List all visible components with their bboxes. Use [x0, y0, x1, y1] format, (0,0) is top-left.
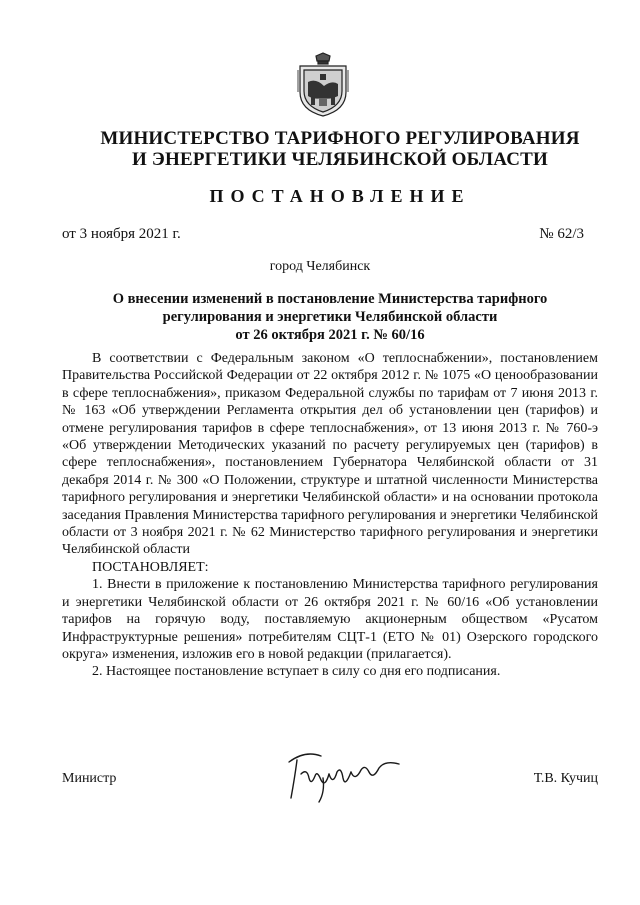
coat-of-arms-icon: [296, 52, 350, 118]
document-date: от 3 ноября 2021 г.: [62, 226, 181, 242]
item-2-paragraph: 2. Настоящее постановление вступает в силу со дня его подписания.: [92, 664, 501, 680]
ministry-name-line-1: МИНИСТЕРСТВО ТАРИФНОГО РЕГУЛИРОВАНИЯ: [100, 128, 580, 149]
document-city: город Челябинск: [269, 259, 371, 274]
subject-line-1: О внесении изменений в постановление Министерства тарифного: [112, 291, 548, 307]
signature-icon: [275, 742, 405, 804]
signatory-name: Т.В. Кучиц: [533, 771, 598, 786]
document-body: [62, 350, 598, 681]
preamble-paragraph: В соответствии с Федеральным законом «О теплоснабжении», постановлением Правительства Российской Федерации от 22 октября 2012 г. № 1075 «О ценообразовании в сфере теплоснабжения», приказом Федеральной службы по тарифам от 7 июня 2013 г. № 163 «Об утверждении Регламента открытия дел об установлении цен (тарифов) и отмене регулирования тарифов в сфере теплоснабжения», от 13 июня 2013 г. № 760-э «Об утверждении Методических указаний по расчету регулируемых цен (тарифов) в сфере теплоснабжения», постановлением Губернатора Челябинской области от 31 декабря 2014 г. № 300 «О Положении, структуре и штатной численности Министерства тарифного регулирования и энергетики Челябинской области» и на основании протокола заседания Правления Министерства тарифного регулирования и энергетики Челябинской области от 3 ноября 2021 г. № 62 Министерство тарифного регулирования и энергетики Челябинской области: [62, 351, 598, 558]
document-subject: [90, 290, 570, 344]
ministry-name-line-2: И ЭНЕРГЕТИКИ ЧЕЛЯБИНСКОЙ ОБЛАСТИ: [131, 149, 549, 170]
subject-line-2: регулирования и энергетики Челябинской области: [162, 309, 498, 325]
item-1-paragraph: 1. Внести в приложение к постановлению Министерства тарифного регулирования и энергетики Челябинской области от 26 октября 2021 г. № 60/16 «Об установлении тарифов на горячую воду, поставляемую акционерным обществом «Русатом Инфраструктурные решения» потребителям СЦТ-1 (ЕТО № 01) Озерского городского округа» изменения, изложив его в новой редакции (прилагается).: [62, 577, 598, 662]
resolves-paragraph: ПОСТАНОВЛЯЕТ:: [92, 559, 209, 575]
signatory-title: Министр: [62, 771, 117, 786]
subject-line-3: от 26 октября 2021 г. № 60/16: [235, 327, 425, 343]
document-type: ПОСТАНОВЛЕНИЕ: [209, 186, 471, 206]
document-number: № 62/3: [539, 226, 584, 242]
